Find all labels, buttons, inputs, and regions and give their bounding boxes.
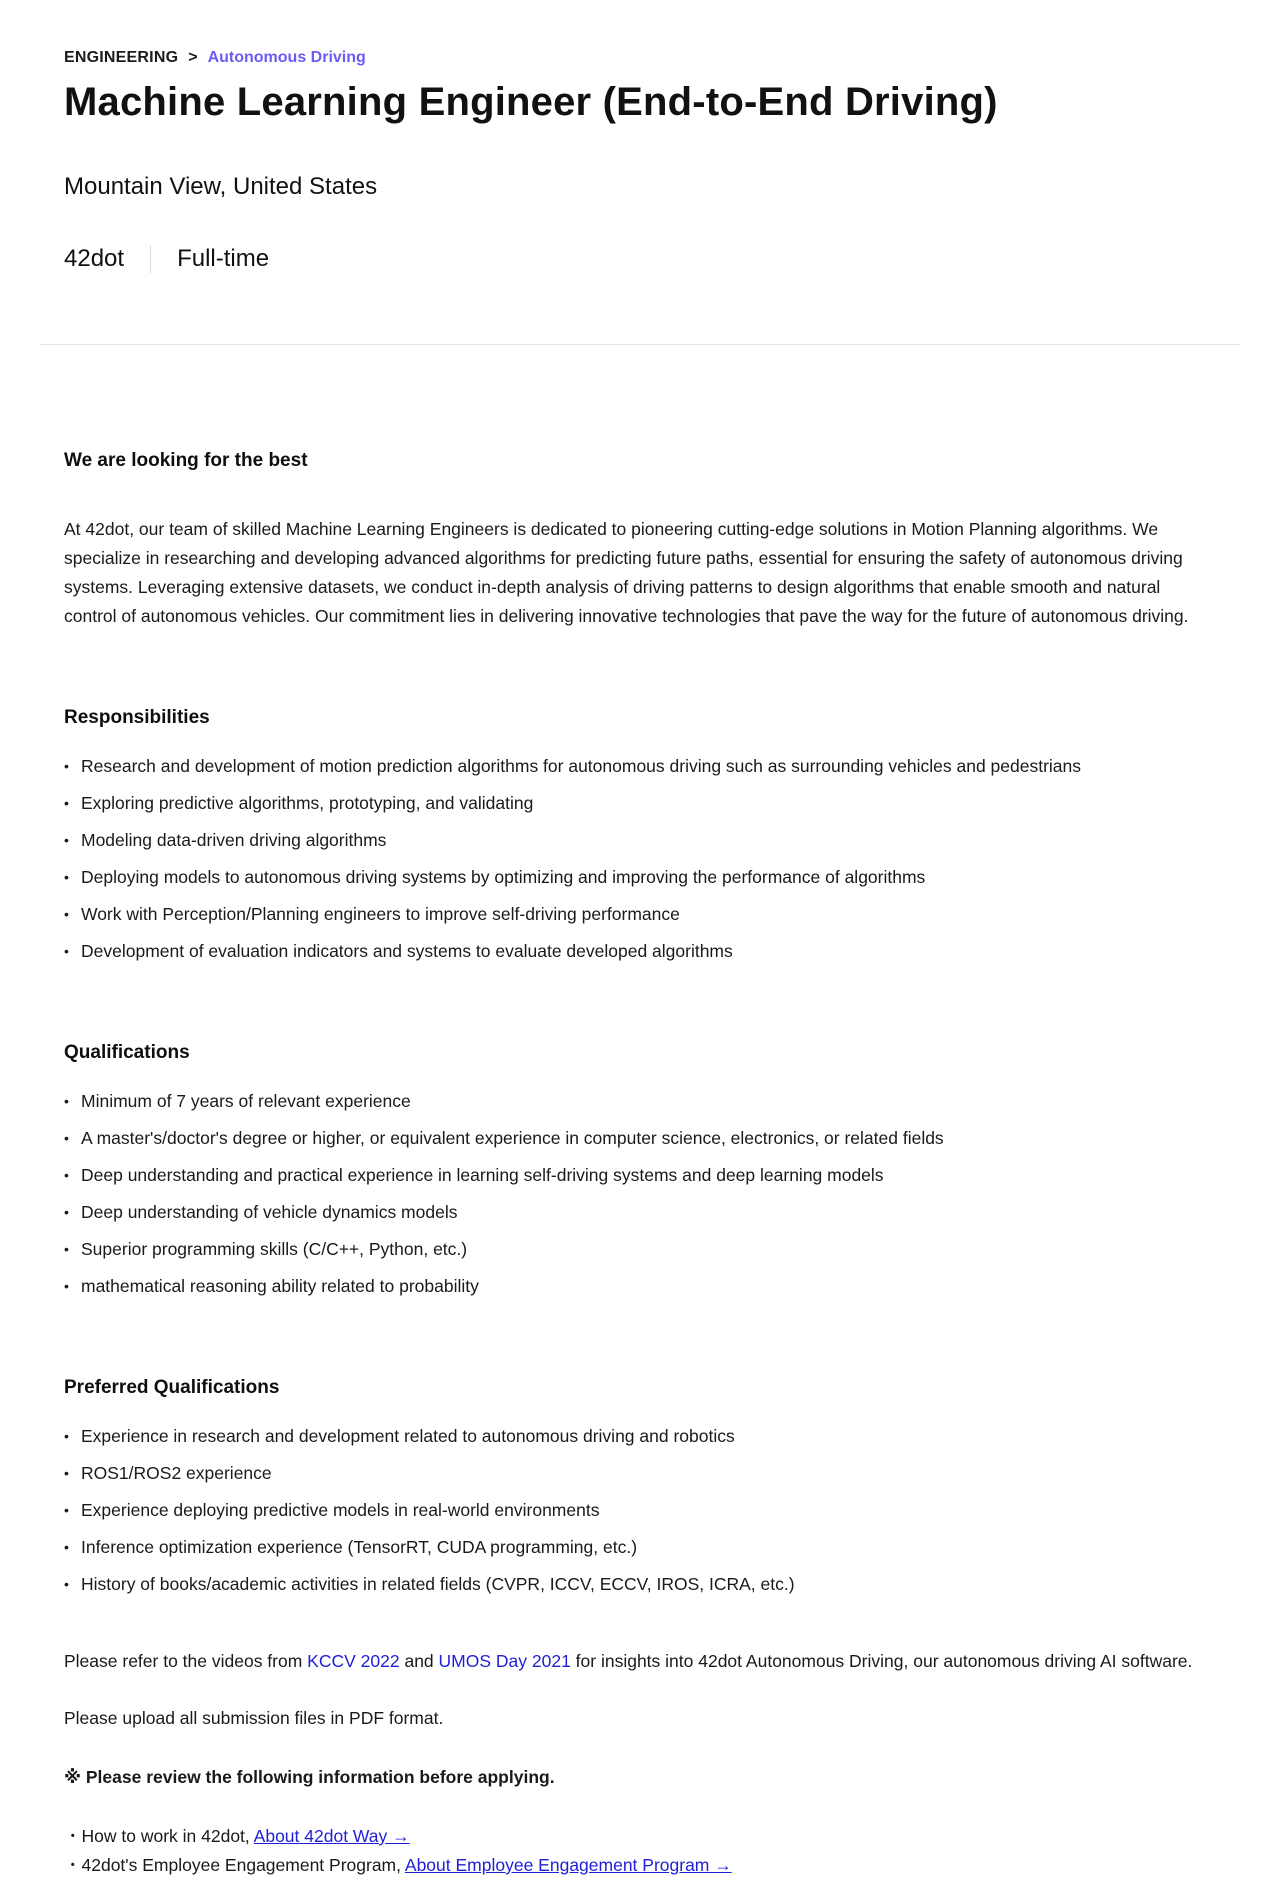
job-location: Mountain View, United States <box>64 173 378 200</box>
list-item: • Minimum of 7 years of relevant experience <box>64 1087 1224 1116</box>
info-line-engagement <box>64 1851 1224 1880</box>
page-title: Machine Learning Engineer (End-to-End Driving) <box>64 80 998 124</box>
job-header <box>0 0 1214 273</box>
list-item: • Deep understanding of vehicle dynamics models <box>64 1198 1224 1227</box>
info-line-way-prefix: ・How to work in 42dot, <box>64 1826 254 1846</box>
responsibilities-section <box>64 703 1224 966</box>
refs-suffix: for insights into 42dot Autonomous Driving, our autonomous driving AI software. <box>570 1651 1193 1671</box>
list-item: • Research and development of motion prediction algorithms for autonomous driving such as surrounding vehicles and pedestrians <box>64 752 1224 781</box>
refs-prefix: Please refer to the videos from <box>64 1651 308 1671</box>
list-item: • Inference optimization experience (TensorRT, CUDA programming, etc.) <box>64 1533 1224 1562</box>
about-engagement-program-link[interactable]: About Employee Engagement Program → <box>404 1855 732 1875</box>
breadcrumb-engineering[interactable]: ENGINEERING <box>64 49 179 66</box>
breadcrumb <box>64 48 1214 68</box>
list-item: • ROS1/ROS2 experience <box>64 1459 1224 1488</box>
employment-type: Full-time <box>177 245 270 272</box>
list-item: • Development of evaluation indicators and systems to evaluate developed algorithms <box>64 937 1224 966</box>
info-line-engagement-prefix: ・42dot's Employee Engagement Program, <box>64 1855 405 1875</box>
responsibilities-heading: Responsibilities <box>64 707 210 728</box>
list-item: • Experience in research and development related to autonomous driving and robotics <box>64 1422 1224 1451</box>
qualifications-list <box>64 1087 1224 1301</box>
list-item: • Exploring predictive algorithms, prototyping, and validating <box>64 789 1224 818</box>
info-line-way <box>64 1822 1224 1851</box>
job-description <box>64 446 1224 1880</box>
intro-heading: We are looking for the best <box>64 450 308 471</box>
list-item: • mathematical reasoning ability related to probability <box>64 1272 1224 1301</box>
list-item: • Modeling data-driven driving algorithms <box>64 826 1224 855</box>
umos-day-2021-link[interactable]: UMOS Day 2021 <box>438 1651 571 1671</box>
preferred-section <box>64 1373 1224 1599</box>
video-references <box>64 1647 1224 1676</box>
info-links <box>64 1822 1224 1880</box>
qualifications-heading: Qualifications <box>64 1042 190 1063</box>
about-42dot-way-link[interactable]: About 42dot Way → <box>253 1826 410 1846</box>
list-item: • Deep understanding and practical experience in learning self-driving systems and deep learning models <box>64 1161 1224 1190</box>
list-item: • Superior programming skills (C/C++, Python, etc.) <box>64 1235 1224 1264</box>
kccv-2022-link[interactable]: KCCV 2022 <box>307 1651 400 1671</box>
intro-text: At 42dot, our team of skilled Machine Learning Engineers is dedicated to pioneering cutting-edge solutions in Motion Planning algorithms. We specialize in researching and developing advanced algorithms for predicting future paths, essential for ensuring the safety of autonomous driving systems. Leveraging extensive datasets, we conduct in-depth analysis of driving patterns to design algorithms that enable smooth and natural control of autonomous vehicles. Our commitment lies in delivering innovative technologies that pave the way for the future of autonomous driving. <box>64 519 1189 626</box>
qualifications-section <box>64 1038 1224 1301</box>
refs-middle: and <box>399 1651 439 1671</box>
breadcrumb-separator: > <box>188 49 198 66</box>
job-meta <box>64 245 1214 273</box>
review-note: ※ Please review the following information before applying. <box>64 1767 555 1787</box>
list-item: • History of books/academic activities in related fields (CVPR, ICCV, ECCV, IROS, ICRA, etc.) <box>64 1570 1224 1599</box>
list-item: • A master's/doctor's degree or higher, or equivalent experience in computer science, electronics, or related fields <box>64 1124 1224 1153</box>
breadcrumb-autonomous-driving[interactable]: Autonomous Driving <box>207 49 366 66</box>
responsibilities-list <box>64 752 1224 966</box>
list-item: • Deploying models to autonomous driving systems by optimizing and improving the performance of algorithms <box>64 863 1224 892</box>
meta-divider <box>150 245 151 273</box>
list-item: • Experience deploying predictive models in real-world environments <box>64 1496 1224 1525</box>
preferred-heading: Preferred Qualifications <box>64 1377 280 1398</box>
preferred-list <box>64 1422 1224 1599</box>
company-name: 42dot <box>64 245 125 272</box>
list-item: • Work with Perception/Planning engineers to improve self-driving performance <box>64 900 1224 929</box>
header-divider <box>40 344 1240 345</box>
upload-note: Please upload all submission files in PDF format. <box>64 1708 444 1728</box>
